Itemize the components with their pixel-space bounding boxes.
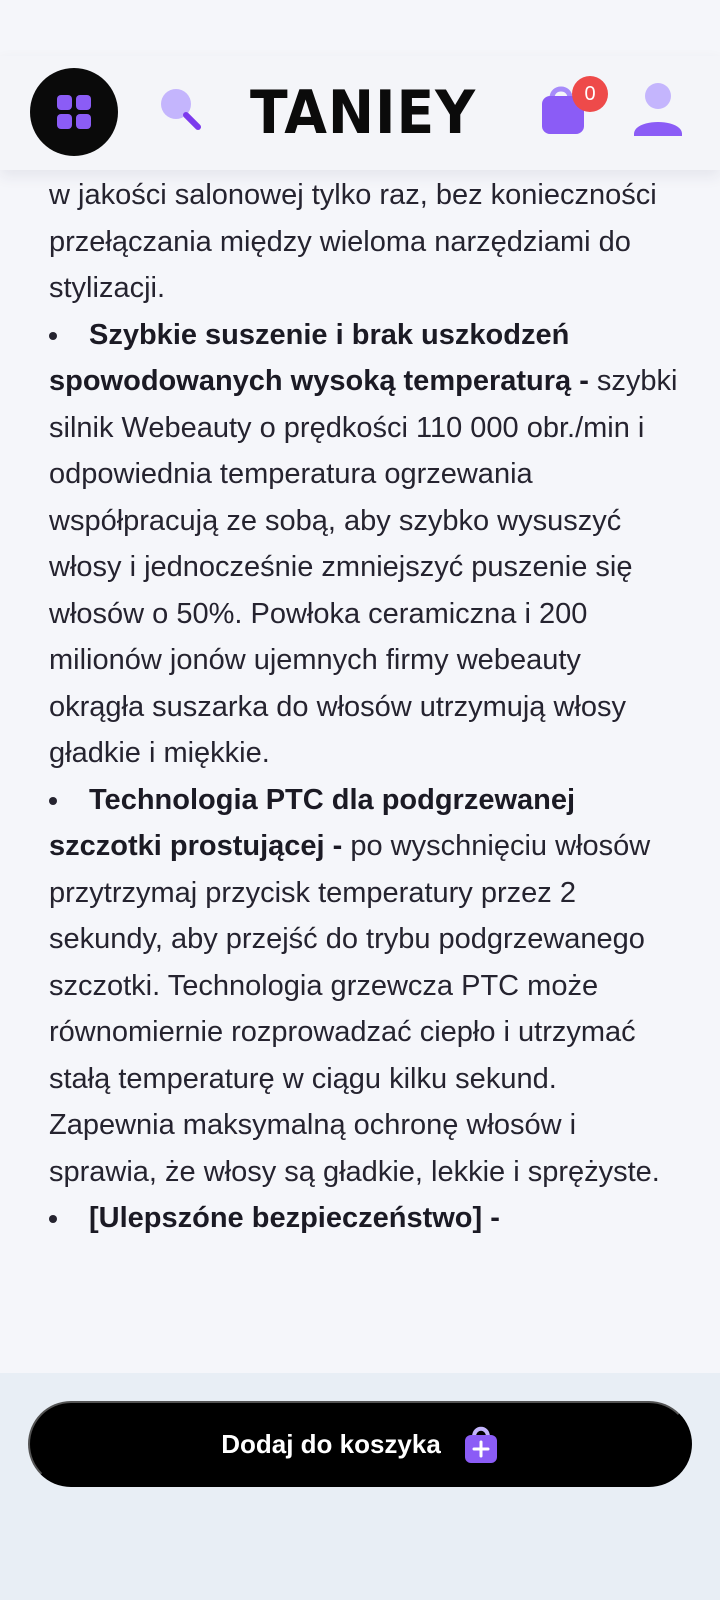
bottom-action-bar [0, 1373, 720, 1600]
cart-count-badge: 0 [572, 76, 608, 112]
description-intro: w jakości salonowej tylko raz, bez konieczności przełączania między wieloma narzędziami do stylizacji. [49, 179, 657, 304]
description-bullet [49, 777, 679, 1196]
top-header [0, 56, 720, 170]
description-bullet [49, 312, 679, 777]
bullet-text: szybki silnik Webeauty o prędkości 110 000 obr./min i odpowiednia temperatura ogrzewania współpracują ze sobą, aby szybko wysuszyć włosy i jednocześnie zmniejszyć puszenie się włosów o 50%. Powłoka ceramiczna i 200 milionów jonów ujemnych firmy webeauty okrągła suszarka do włosów utrzymują włosy gładkie i miękkie. [49, 365, 678, 769]
status-bar [0, 0, 720, 56]
bullet-title: Technologia PTC dla podgrzewanej szczotki prostującej - [49, 783, 576, 862]
add-to-cart-button[interactable] [28, 1401, 692, 1487]
product-description [49, 170, 679, 1373]
bullet-title: [Ulepszóne bezpieczeństwo] - [89, 1202, 500, 1234]
search-icon [158, 86, 204, 132]
user-account-button[interactable] [630, 82, 686, 138]
user-icon [630, 82, 686, 138]
add-to-cart-label: Dodaj do koszyka [221, 1428, 441, 1459]
store-logo[interactable]: TANIEY [250, 78, 477, 148]
bullet-text: po wyschnięciu włosów przytrzymaj przycisk temperatury przez 2 sekundy, aby przejść do trybu podgrzewanego szczotki. Technologia grzewcza PTC może równomiernie rozprowadzać ciepło i utrzymać stałą temperaturę w ciągu kilku sekund. Zapewnia maksymalną ochronę włosów i sprawia, że włosy są gładkie, lekkie i sprężyste. [49, 830, 660, 1188]
description-bullet [49, 1195, 679, 1242]
add-to-bag-icon [463, 1423, 499, 1465]
bullet-title: Szybkie suszenie i brak uszkodzeń spowodowanych wysoką temperaturą - [49, 318, 589, 397]
menu-button[interactable] [30, 68, 118, 156]
search-button[interactable] [158, 86, 204, 132]
grid-icon [56, 94, 92, 130]
